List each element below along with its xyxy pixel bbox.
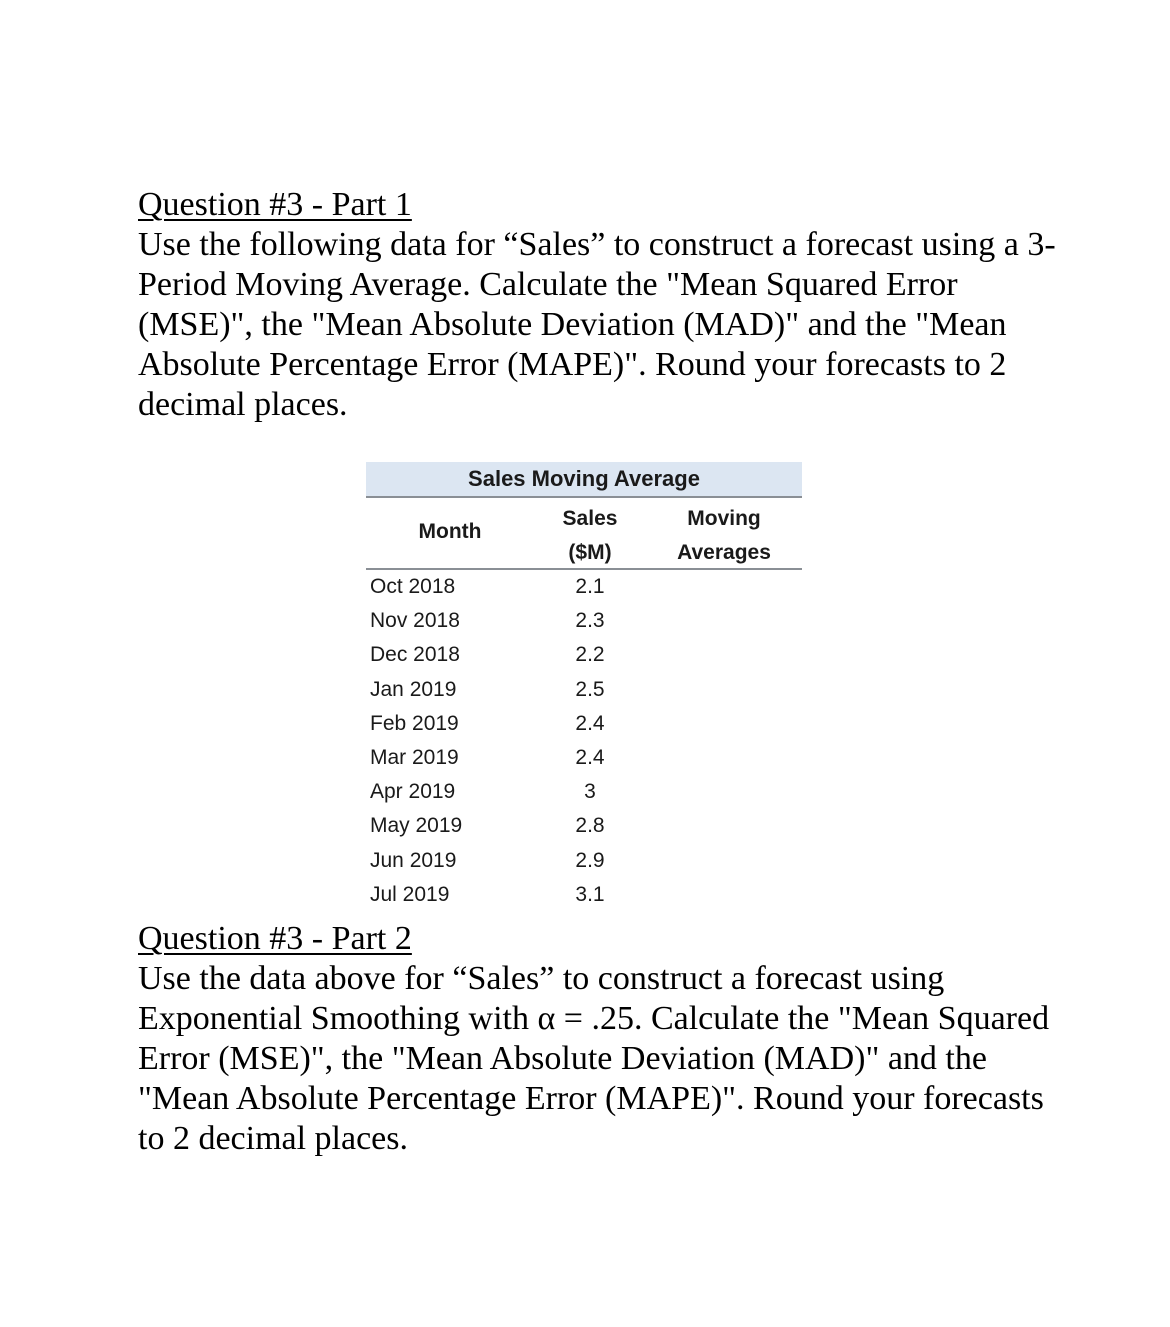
month-cell: Jun 2019	[370, 848, 457, 872]
part-1-instructions: Use the following data for “Sales” to construct a forecast using a 3-Period Moving Average. Calculate the "Mean Squared Error (MSE)", the "Mean Absolute Deviation (MAD)" and the "Mean Absolute Percentage Error (MAPE)". Round your forecasts to 2 decimal places.	[138, 226, 1056, 423]
part-2-heading: Question #3 - Part 2	[138, 920, 412, 957]
sales-cell: 2.4	[575, 711, 605, 735]
table-row	[366, 878, 802, 912]
header-month: Month	[418, 520, 482, 543]
sales-cell: 2.9	[575, 848, 605, 872]
sales-cell: 3	[584, 780, 596, 804]
month-cell: Jan 2019	[370, 677, 457, 701]
table-row	[366, 638, 802, 672]
month-cell: Mar 2019	[370, 745, 459, 769]
sales-moving-average-table	[366, 462, 802, 912]
table-body	[366, 570, 802, 912]
header-sales	[542, 502, 638, 570]
table-row	[366, 604, 802, 638]
sales-cell: 2.5	[575, 677, 605, 701]
table-header	[366, 498, 802, 570]
table-title: Sales Moving Average	[366, 462, 802, 498]
table-row	[366, 707, 802, 741]
table-row	[366, 844, 802, 878]
sales-cell: 2.2	[575, 643, 605, 667]
header-ma-line1: Moving	[687, 507, 761, 530]
month-cell: Nov 2018	[370, 609, 460, 633]
header-ma-line2: Averages	[677, 541, 771, 564]
sales-cell: 2.1	[575, 575, 605, 598]
table-row	[366, 809, 802, 843]
table-row	[366, 673, 802, 707]
month-cell: Jul 2019	[370, 882, 450, 906]
sales-cell: 3.1	[575, 882, 605, 906]
question-part-2	[138, 919, 1058, 1159]
sales-cell: 2.3	[575, 609, 605, 633]
part-1-heading: Question #3 - Part 1	[138, 186, 412, 223]
table-row	[366, 741, 802, 775]
month-cell: Dec 2018	[370, 643, 460, 667]
table-row	[366, 570, 802, 604]
header-sales-line2: ($M)	[568, 541, 612, 564]
header-moving-averages	[656, 502, 792, 570]
part-2-instructions: Use the data above for “Sales” to construct a forecast using Exponential Smoothing with α = .25. Calculate the "Mean Squared Error (MSE)", the "Mean Absolute Deviation (MAD)" and the "Mean Absolute Percentage Error (MAPE)". Round your forecasts to 2 decimal places.	[138, 960, 1050, 1157]
table-row	[366, 775, 802, 809]
month-cell: May 2019	[370, 814, 463, 838]
month-cell: Oct 2018	[370, 575, 456, 598]
sales-cell: 2.4	[575, 745, 605, 769]
month-cell: Feb 2019	[370, 711, 459, 735]
sales-cell: 2.8	[575, 814, 605, 838]
header-sales-line1: Sales	[562, 507, 618, 530]
month-cell: Apr 2019	[370, 780, 456, 804]
question-part-1	[138, 185, 1058, 425]
